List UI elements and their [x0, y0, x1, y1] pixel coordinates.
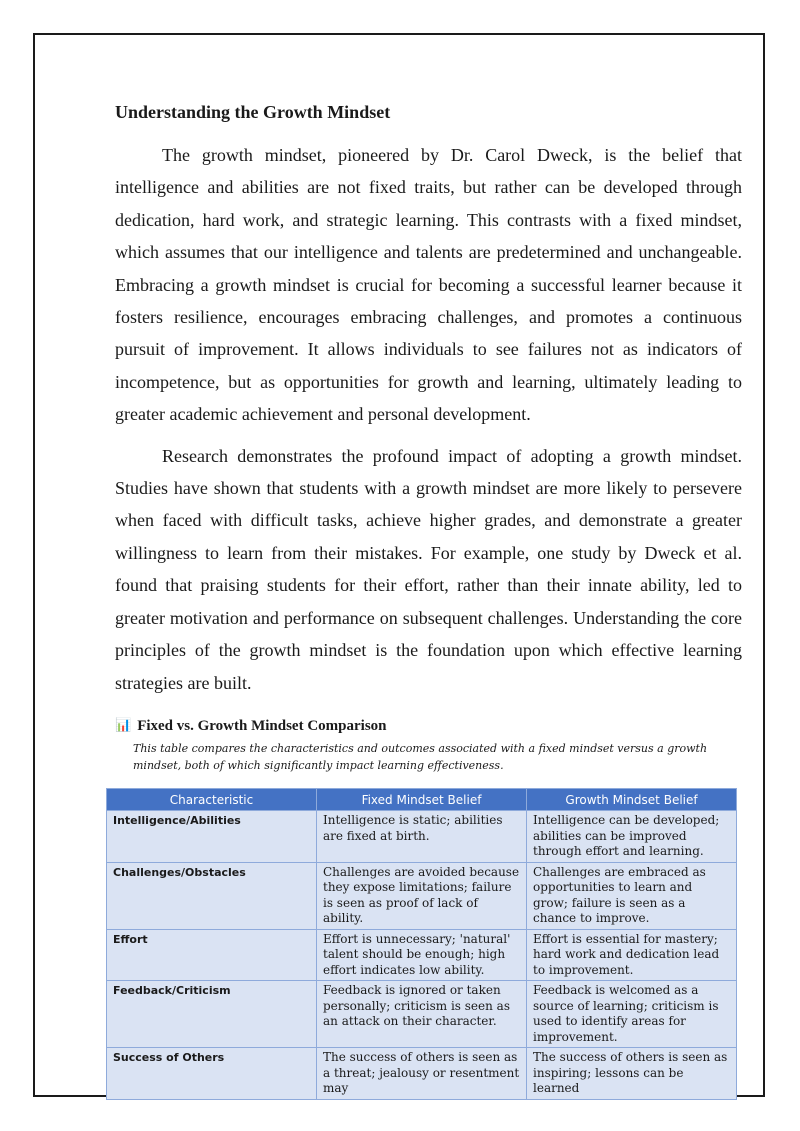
- table-row: [107, 811, 737, 863]
- paragraph-1: The growth mindset, pioneered by Dr. Carol Dweck, is the belief that intelligence and abilities are not fixed traits, but rather can be developed through dedication, hard work, and strategic learning. This contrasts with a fixed mindset, which assumes that our intelligence and talents are predetermined and unchangeable. Embracing a growth mindset is crucial for becoming a successful learner because it fosters resilience, encourages embracing challenges, and promotes a continuous pursuit of improvement. It allows individuals to see failures not as indicators of incompetence, but as opportunities for growth and learning, ultimately leading to greater academic achievement and personal development.: [115, 145, 742, 425]
- growth-cell: Feedback is welcomed as a source of learning; criticism is used to identify areas for improvement.: [527, 981, 737, 1048]
- header-growth: Growth Mindset Belief: [527, 789, 737, 811]
- table-row: [107, 929, 737, 981]
- comparison-table-wrapper: [106, 788, 736, 1100]
- table-caption: This table compares the characteristics and outcomes associated with a fixed mindset versus a growth mindset, both of which significantly impact learning effectiveness.: [133, 742, 708, 772]
- row-label: Intelligence/Abilities: [107, 811, 317, 863]
- section-heading: Understanding the Growth Mindset: [115, 102, 391, 122]
- table-header-block: [115, 716, 742, 774]
- row-label: Feedback/Criticism: [107, 981, 317, 1048]
- paragraph-2: Research demonstrates the profound impact of adopting a growth mindset. Studies have shown that students with a growth mindset are more likely to persevere when faced with difficult tasks, achieve higher grades, and demonstrate a greater willingness to learn from their mistakes. For example, one study by Dweck et al. found that praising students for their effort, rather than their innate ability, led to greater motivation and performance on subsequent challenges. Understanding the core principles of the growth mindset is the foundation upon which effective learning strategies are built.: [115, 445, 742, 693]
- row-label: Challenges/Obstacles: [107, 862, 317, 929]
- comparison-table: [106, 788, 737, 1100]
- table-header-row: [107, 789, 737, 811]
- fixed-cell: Effort is unnecessary; 'natural' talent should be enough; high effort indicates low ability.: [317, 929, 527, 981]
- fixed-cell: The success of others is seen as a threat; jealousy or resentment may: [317, 1048, 527, 1100]
- table-title-text: Fixed vs. Growth Mindset Comparison: [137, 718, 387, 734]
- row-label: Success of Others: [107, 1048, 317, 1100]
- growth-cell: The success of others is seen as inspiring; lessons can be learned: [527, 1048, 737, 1100]
- growth-cell: Intelligence can be developed; abilities can be improved through effort and learning.: [527, 811, 737, 863]
- table-row: [107, 981, 737, 1048]
- fixed-cell: Feedback is ignored or taken personally; criticism is seen as an attack on their character.: [317, 981, 527, 1048]
- growth-cell: Effort is essential for mastery; hard work and dedication lead to improvement.: [527, 929, 737, 981]
- header-fixed: Fixed Mindset Belief: [317, 789, 527, 811]
- table-title: [115, 716, 742, 736]
- header-characteristic: Characteristic: [107, 789, 317, 811]
- fixed-cell: Challenges are avoided because they expose limitations; failure is seen as proof of lack of ability.: [317, 862, 527, 929]
- document-body: [115, 99, 742, 708]
- growth-cell: Challenges are embraced as opportunities to learn and grow; failure is seen as a chance to improve.: [527, 862, 737, 929]
- row-label: Effort: [107, 929, 317, 981]
- table-row: [107, 1048, 737, 1100]
- bar-chart-icon: 📊: [115, 718, 132, 733]
- fixed-cell: Intelligence is static; abilities are fixed at birth.: [317, 811, 527, 863]
- table-row: [107, 862, 737, 929]
